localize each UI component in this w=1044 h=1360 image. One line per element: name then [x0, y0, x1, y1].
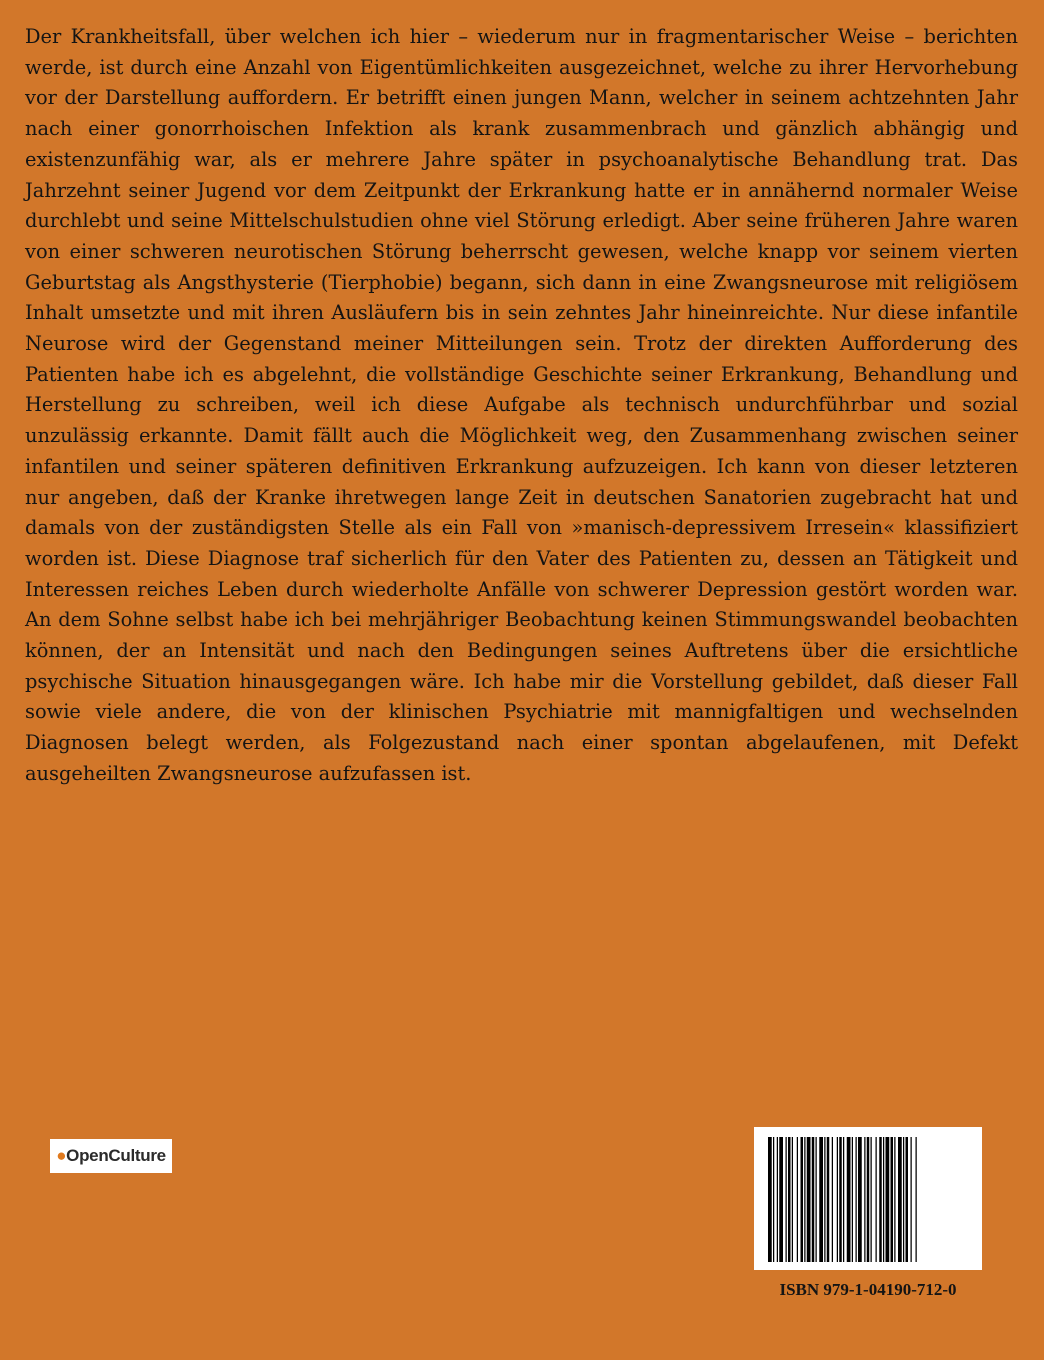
barcode-bar [839, 1137, 842, 1262]
barcode-bar [898, 1137, 902, 1262]
barcode-bar [797, 1137, 798, 1262]
barcode-bar [858, 1137, 862, 1262]
logo-text-open: Open [66, 1146, 109, 1165]
barcode-bar [788, 1137, 791, 1262]
barcode-bar [804, 1137, 805, 1262]
barcode-bar [876, 1137, 877, 1262]
barcode-bar [847, 1137, 851, 1262]
barcode-bar [871, 1137, 872, 1262]
barcode-bar [852, 1137, 853, 1262]
barcode-bar [816, 1137, 817, 1262]
barcode-bar [864, 1137, 865, 1262]
barcode-bar [886, 1137, 890, 1262]
publisher-logo [50, 1139, 172, 1173]
back-cover-blurb: Der Krankheitsfall, über welchen ich hier – wiederum nur in fragmentarischer Weise – berichten werde, ist durch eine Anzahl von Eigentümlichkeiten ausgezeichnet, welche zu ihrer Hervorhebung vor der Darstellung auffordern. Er betrifft einen jungen Mann, welcher in seinem achtzehnten Jahr nach einer gonorrhoischen Infektion als krank zusammenbrach und gänzlich abhängig und existenzunfähig war, als er mehrere Jahre später in psychoanalytische Behandlung trat. Das Jahrzehnt seiner Jugend vor dem Zeitpunkt der Erkrankung hatte er in annähernd normaler Weise durchlebt und seine Mittelschulstudien ohne viel Störung erledigt. Aber seine früheren Jahre waren von einer schweren neurotischen Störung beherrscht gewesen, welche knapp vor seinem vierten Geburtstag als Angsthysterie (Tierphobie) begann, sich dann in eine Zwangsneurose mit religiösem Inhalt umsetzte und mit ihren Ausläufern bis in sein zehntes Jahr hineinreichte. Nur diese infantile Neurose wird der Gegenstand meiner Mitteilungen sein. Trotz der direkten Aufforderung des Patienten habe ich es abgelehnt, die vollständige Geschichte seiner Erkrankung, Behandlung und Herstellung zu schreiben, weil ich diese Aufgabe als technisch undurchführbar und sozial unzulässig erkannte. Damit fällt auch die Möglichkeit weg, den Zusammenhang zwischen seiner infantilen und seiner späteren definitiven Erkrankung aufzuzeigen. Ich kann von dieser letzteren nur angeben, daß der Kranke ihretwegen lange Zeit in deutschen Sanatorien zugebracht hat und damals von der zuständigsten Stelle als ein Fall von »manisch-depressivem Irresein« klassifiziert worden ist. Diese Diagnose traf sicherlich für den Vater des Patienten zu, dessen an Tätigkeit und Interessen reiches Leben durch wiederholte Anfälle von schwerer Depression gestört worden war. An dem Sohne selbst habe ich bei mehrjähriger Beobachtung keinen Stimmungswandel beobachten können, der an Intensität und nach den Bedingungen seines Auftretens über die ersichtliche psychische Situation hinausgegangen wäre. Ich habe mir die Vorstellung gebildet, daß dieser Fall sowie viele andere, die von der klinischen Psychiatrie mit mannigfaltigen und wechselnden Diagnosen belegt werden, als Folgezustand nach einer spontan abgelaufenen, mit Defekt ausgeheilten Zwangsneurose aufzufassen ist. [25, 25, 1018, 785]
barcode-bar [916, 1137, 917, 1262]
barcode-bar [891, 1137, 894, 1262]
barcode-bar [856, 1137, 857, 1262]
logo-o-mark: ● [56, 1146, 67, 1165]
barcode-bar [883, 1137, 884, 1262]
barcode-bar [894, 1137, 895, 1262]
barcode-bar [906, 1137, 909, 1262]
barcode-bar [843, 1137, 844, 1262]
barcode-bar [867, 1137, 870, 1262]
barcode-bar [801, 1137, 804, 1262]
barcode-bar [779, 1137, 783, 1262]
barcode-bars [768, 1137, 968, 1262]
barcode-bar [807, 1137, 811, 1262]
barcode-bar [773, 1137, 774, 1262]
barcode-bar [792, 1137, 793, 1262]
barcode-bar [812, 1137, 815, 1262]
barcode-bar [768, 1137, 772, 1262]
logo-text-culture: Culture [108, 1146, 166, 1165]
barcode-bar [832, 1137, 833, 1262]
barcode-bar [777, 1137, 778, 1262]
barcode-bar [827, 1137, 830, 1262]
isbn-label: ISBN 979-1-04190-712-0 [779, 1280, 957, 1299]
barcode-bar [786, 1137, 787, 1262]
barcode-bar [911, 1137, 912, 1262]
barcode-bar [879, 1137, 882, 1262]
barcode-bar [903, 1137, 904, 1262]
barcode-bar [819, 1137, 823, 1262]
barcode-bar [837, 1137, 838, 1262]
barcode [754, 1127, 982, 1270]
barcode-bar [824, 1137, 825, 1262]
